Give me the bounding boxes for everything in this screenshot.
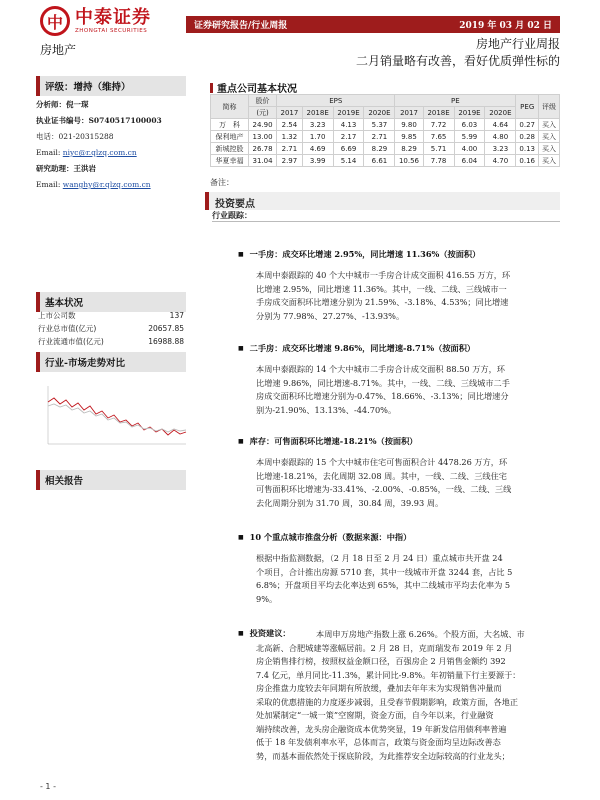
basic-status-key: 行业总市值(亿元) [38,324,97,333]
col-name: 简称 [211,95,249,119]
basic-status-value: 16988.88 [148,337,184,346]
year-header: 2020E [364,107,395,119]
paragraph-line: 比增速-18.21%，去化周期 32.08 周。其中，一线、二线、三线住宅 [256,470,507,481]
investment-highlights-title: 投资要点 [205,192,560,210]
page-number: - 1 - [40,782,56,791]
analyst-info [36,97,186,193]
cell-eps: 2.71 [277,143,303,155]
cell-pe: 9.85 [395,131,423,143]
year-header: 2019E [333,107,364,119]
col-price-unit: (元) [248,107,276,119]
cell-eps: 2.97 [277,155,303,167]
table-row [211,131,560,143]
analyst-email-link[interactable]: niyc@r.qlzq.com.cn [62,148,137,157]
basic-status-value: 20657.85 [148,324,184,333]
year-header: 2019E [454,107,485,119]
col-eps: EPS [277,95,395,107]
highlight-bullet: ■ 一手房：成交环比增速 2.95%，同比增速 11.36%（按面积） [238,249,480,260]
cell-rating: 买入 [539,155,560,167]
cell-pe: 9.80 [395,119,423,131]
cell-pe: 7.72 [423,119,454,131]
market-trend-title: 行业-市场走势对比 [36,352,186,372]
paragraph-line: 房成交面积环比增速分别为-0.47%、18.66%、-3.13%；同比增速分 [256,391,509,401]
cert-number: S0740517100003 [88,116,162,125]
highlight-bullet: ■ 10 个重点城市推盘分析（数据来源：中指） [238,532,411,543]
basic-status-row [36,322,186,335]
logo-mark: 中 [40,6,70,36]
cell-eps: 4.69 [302,143,333,155]
market-trend-chart [40,380,188,452]
cell-pe: 10.56 [395,155,423,167]
cell-pe: 4.00 [454,143,485,155]
table-row [211,155,560,167]
year-header: 2017 [395,107,423,119]
basic-status-list [36,309,186,348]
related-reports-title: 相关报告 [36,470,186,490]
rating-box: 评级：增持（维持） [36,76,186,96]
analyst-label: 分析师： [36,100,66,109]
paragraph-line: 6.8%；开盘项目平均去化率达到 65%，其中二线城市平均去化率为 5 [256,580,511,590]
cell-peg: 0.13 [516,143,539,155]
phone-number: 021-20315288 [58,132,114,141]
cell-pe: 5.99 [454,131,485,143]
highlight-paragraph [256,456,560,510]
cell-name: 万 科 [211,119,249,131]
report-type: 证券研究报告/行业周报 [194,21,288,31]
highlight-paragraph [256,269,560,323]
assistant-name: 王洪岩 [73,164,96,173]
paragraph-line: 比增速 2.95%，同比增速 11.36%。其中，一线、二线、三线城市一 [256,283,507,294]
cell-pe: 3.23 [485,143,516,155]
basic-status-row [36,309,186,322]
key-company-table [210,94,560,167]
paragraph-line: 去化周期分别为 31.70 周，30.84 周，39.93 周。 [256,497,444,508]
highlight-bullet: ■ 库存：可售面积环比增速-18.21%（按面积） [238,436,418,447]
highlight-bullet: ■ 投资建议： [238,628,291,639]
cell-rating: 买入 [539,119,560,131]
company-table-title: 重点公司基本状况 [210,80,297,95]
report-date: 2019 年 03 月 02 日 [459,21,552,31]
highlight-paragraph [256,363,560,417]
year-header: 2020E [485,107,516,119]
paragraph-line: 处加紧制定“一城一策”空窗期，资金方面，自今年以来，行业融资 [256,710,494,720]
paragraph-line: 房企推盘力度较去年同期有所放缓，叠加去年年末为实现销售冲量而 [256,683,502,693]
table-note: 备注： [210,178,234,187]
col-rating: 评级 [539,95,560,119]
cell-peg: 0.16 [516,155,539,167]
basic-status-value: 137 [169,311,184,320]
basic-status-row [36,335,186,348]
cell-price: 24.90 [248,119,276,131]
paragraph-line: 比增速 9.86%，同比增速-8.71%。其中，一线、二线、三线城市二手 [256,377,510,388]
col-peg: PEG [516,95,539,119]
basic-status-key: 行业流通市值(亿元) [38,337,104,346]
phone-label: 电话： [36,132,59,141]
cell-eps: 6.61 [364,155,395,167]
cell-rating: 买入 [539,143,560,155]
paragraph-line: 本周中泰跟踪的 15 个大中城市住宅可售面积合计 4478.26 万方，环 [256,457,508,467]
industry-track-label: 行业跟踪： [212,210,252,220]
paragraph-line: 可售面积环比增速为-33.41%、-2.00%、-0.85%，一线、二线、三线 [256,484,512,494]
cell-name: 华夏幸福 [211,155,249,167]
paragraph-line: 采取的优惠措施的力度逐步减弱，且受春节假期影响，政策方面，各地正 [256,696,519,707]
cell-eps: 2.17 [333,131,364,143]
highlight-paragraph [256,552,560,606]
highlight-bullet: ■ 二手房：成交环比增速 9.86%，同比增速-8.71%（按面积） [238,343,475,354]
cell-name: 保利地产 [211,131,249,143]
year-header: 2017 [277,107,303,119]
cell-price: 31.04 [248,155,276,167]
cell-pe: 7.78 [423,155,454,167]
report-title [356,36,560,70]
year-header: 2018E [423,107,454,119]
email-label: Email: [36,180,61,189]
assistant-email-link[interactable]: wanghy@r.qlzq.com.cn [62,180,151,189]
col-pe: PE [395,95,516,107]
cell-peg: 0.28 [516,131,539,143]
paragraph-line: 端持续改善，龙头房企融资成本优势突显，19 年新发信用债利率普遍 [256,723,507,734]
cell-pe: 6.03 [454,119,485,131]
cell-pe: 8.29 [395,143,423,155]
table-row [211,119,560,131]
basic-status-title: 基本状况 [36,292,186,312]
cell-price: 26.78 [248,143,276,155]
year-header: 2018E [302,107,333,119]
cell-pe: 5.71 [423,143,454,155]
cell-pe: 4.80 [485,131,516,143]
cell-peg: 0.27 [516,119,539,131]
col-price: 股价 [248,95,276,107]
paragraph-line: 本周中泰跟踪的 40 个大中城市一手房合计成交面积 416.55 万方，环 [256,270,511,280]
cell-eps: 8.29 [364,143,395,155]
cell-pe: 7.65 [423,131,454,143]
basic-status-key: 上市公司数 [38,311,76,320]
paragraph-line: 别为-21.90%、13.13%、-44.70%。 [256,404,397,415]
cell-eps: 1.32 [277,131,303,143]
cell-pe: 4.70 [485,155,516,167]
report-title-line2: 二月销量略有改善，看好优质弹性标的 [355,54,560,68]
paragraph-line: 7.4 亿元，单月同比-11.3%，累计同比-9.8%。年初销量下行主要源于： [256,669,521,680]
analyst-name: 倪一琛 [66,100,89,109]
cell-eps: 1.70 [302,131,333,143]
cell-eps: 6.69 [333,143,364,155]
sector-label: 房地产 [40,43,77,57]
report-header-bar [186,16,560,33]
paragraph-line: 低于 18 年发债利率水平，总体而言，政策与资金面均呈边际改善态 [256,737,501,747]
table-row [211,143,560,155]
divider [212,221,560,222]
paragraph-line: 北高新、合肥城建等涨幅居前。2 月 28 日，克而瑞发布 2019 年 2 月 [256,642,513,653]
paragraph-line: 个项目，合计推出房源 5710 套，其中一线城市开盘 3244 套，占比 5 [256,566,513,577]
cell-eps: 3.23 [302,119,333,131]
paragraph-line: 本周中泰跟踪的 14 个大中城市二手房合计成交面积 88.50 万方，环 [256,364,505,374]
sector-index-line [48,398,186,435]
paragraph-line: 分别为 77.98%、27.27%、-13.93%。 [256,310,405,321]
cell-rating: 买入 [539,131,560,143]
cell-eps: 5.14 [333,155,364,167]
company-logo [40,6,151,36]
paragraph-line: 根据中指监测数据，（2 月 18 日至 2 月 24 日）重点城市共开盘 24 [256,553,503,563]
cert-label: 执业证书编号： [36,116,89,125]
cell-eps: 4.13 [333,119,364,131]
cell-eps: 5.37 [364,119,395,131]
paragraph-line: 手房成交面积环比增速分别为 21.59%、-3.18%、4.53%；同比增速 [256,297,509,307]
assistant-label: 研究助理： [36,164,74,173]
cell-pe: 4.64 [485,119,516,131]
cell-name: 新城控股 [211,143,249,155]
email-label: Email: [36,148,61,157]
highlight-paragraph [256,628,560,763]
logo-chinese-name: 中泰证券 [75,7,151,28]
cell-eps: 2.71 [364,131,395,143]
paragraph-line: 势，而基本面依然处于探底阶段，为此推荐安全边际较高的行业龙头； [256,750,510,761]
cell-price: 13.00 [248,131,276,143]
paragraph-line: 本周申万房地产指数上涨 6.26%。个股方面，大名城、市 [316,629,525,639]
cell-eps: 2.54 [277,119,303,131]
paragraph-line: 9%。 [256,593,278,604]
cell-eps: 3.99 [302,155,333,167]
cell-pe: 6.04 [454,155,485,167]
report-title-line1: 房地产行业周报 [475,37,560,51]
paragraph-line: 房企销售排行榜，按照权益金额口径，百强房企 2 月销售金额约 392 [256,656,506,666]
logo-english-name: ZHONGTAI SECURITIES [75,28,148,34]
